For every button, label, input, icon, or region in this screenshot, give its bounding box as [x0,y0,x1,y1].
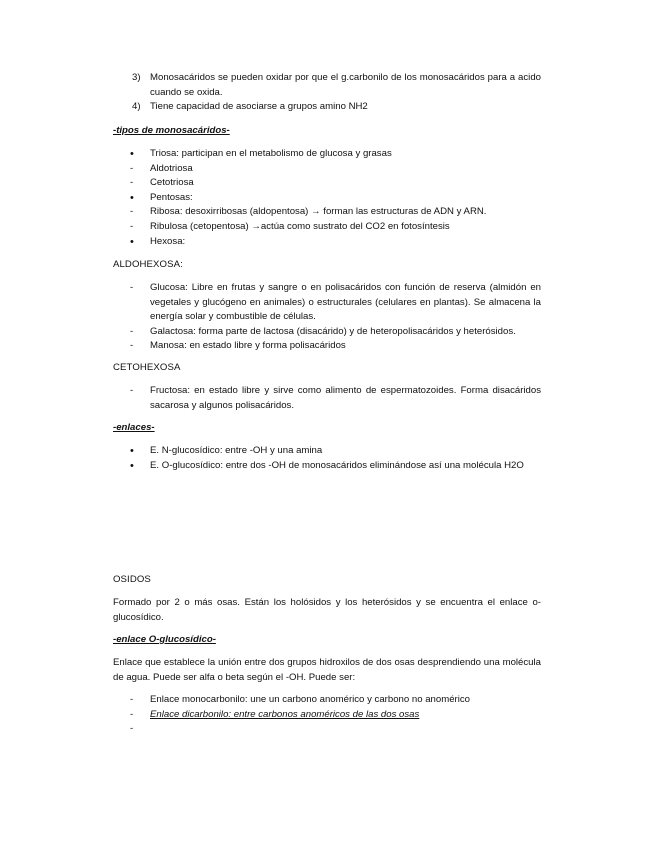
list-item-text: Galactosa: forma parte de lactosa (disacárido) y de heteropolisacáridos y heterósidos. [150,325,516,337]
dash-marker: - [130,282,134,293]
dash-marker: - [130,162,134,174]
list-item [113,281,541,325]
list-item [113,176,541,191]
list-item-text: Pentosas: [150,191,193,203]
list-item [113,325,541,340]
list-item [113,444,541,459]
dash-marker: - [130,694,134,705]
enlace-o-paragraph: Enlace que establece la unión entre dos grupos hidroxilos de dos osas desprendiendo una molécula de agua. Puede ser alfa o beta según el -OH. Puede ser: [113,657,541,683]
list-item-text: Glucosa: Libre en frutas y sangre o en polisacáridos con función de reserva (almidón en vegetales y glucógeno en animales) o estructurales (celulares en plantas). Se almacena la energía solar y combustible de células. [150,282,541,323]
enlace-o-list [113,693,541,735]
list-item-text: Monosacáridos se pueden oxidar por que el g.carbonilo de los monosacáridos para a acido cuando se oxida. [150,72,541,98]
dash-marker: - [130,708,134,720]
bullet-icon: • [130,459,134,472]
bullet-icon: • [130,235,134,248]
cetohexosa-heading: CETOHEXOSA [113,362,181,373]
numbered-list [113,71,541,115]
list-item [113,71,541,100]
list-item-text: Triosa: participan en el metabolismo de glucosa y grasas [150,148,392,159]
list-item-text: Ribosa: desoxirribosas (aldopentosa) → forman las estructuras de ADN y ARN. [150,206,487,218]
bullet-icon: • [130,191,134,204]
list-item [113,205,541,220]
list-item-text: Enlace dicarbonilo: entre carbonos anoméricos de las dos osas [150,708,420,720]
list-item-text: Hexosa: [150,235,186,247]
list-item [113,147,541,162]
list-item-text: Tiene capacidad de asociarse a grupos amino NH2 [150,101,368,113]
list-item [113,384,541,413]
dash-marker: - [130,385,134,396]
list-item [113,459,541,474]
list-item-text: Cetotriosa [150,177,194,189]
tipos-heading: -tipos de monosacáridos- [113,125,230,136]
list-item [113,339,541,354]
tipos-list [113,147,541,249]
cetohexosa-list [113,384,541,413]
bullet-icon: • [130,148,134,160]
list-item [113,162,541,177]
list-item-text: Ribulosa (cetopentosa) →actúa como sustrato del CO2 en fotosíntesis [150,220,450,232]
list-item [113,235,541,250]
dash-marker: - [130,206,134,218]
list-item-text: Enlace monocarbonilo: une un carbono anomérico y carbono no anomérico [150,694,470,705]
dash-marker: - [130,340,134,352]
enlaces-heading: -enlaces- [113,422,155,433]
enlaces-list [113,444,541,473]
list-item [113,220,541,235]
list-item-text: E. N-glucosídico: entre -OH y una amina [150,445,323,456]
aldohexosa-heading: ALDOHEXOSA: [113,259,183,270]
list-item-text: E. O-glucosídico: entre dos -OH de monosacáridos eliminándose así una molécula H2O [150,459,524,471]
enlace-o-heading: -enlace O-glucosídico- [113,634,216,645]
list-item-text: Aldotriosa [150,162,193,174]
list-item-text: Manosa: en estado libre y forma polisacáridos [150,340,346,352]
aldohexosa-list [113,281,541,354]
dash-marker: - [130,177,134,189]
dash-marker: - [130,325,134,337]
osidos-heading: OSIDOS [113,574,151,585]
dash-marker: - [130,220,134,232]
list-item [113,191,541,206]
dash-marker: - [130,723,134,735]
list-number: 4) [132,101,141,113]
osidos-paragraph: Formado por 2 o más osas. Están los holósidos y los heterósidos y se encuentra el enlace o-glucosídico. [113,597,541,623]
list-item [113,693,541,708]
bullet-icon: • [130,445,134,457]
list-item [113,708,541,723]
list-item-text: Fructosa: en estado libre y sirve como alimento de espermatozoides. Forma disacáridos sacarosa y algunos polisacáridos. [150,385,541,411]
list-number: 3) [132,72,141,83]
list-item [113,100,541,115]
